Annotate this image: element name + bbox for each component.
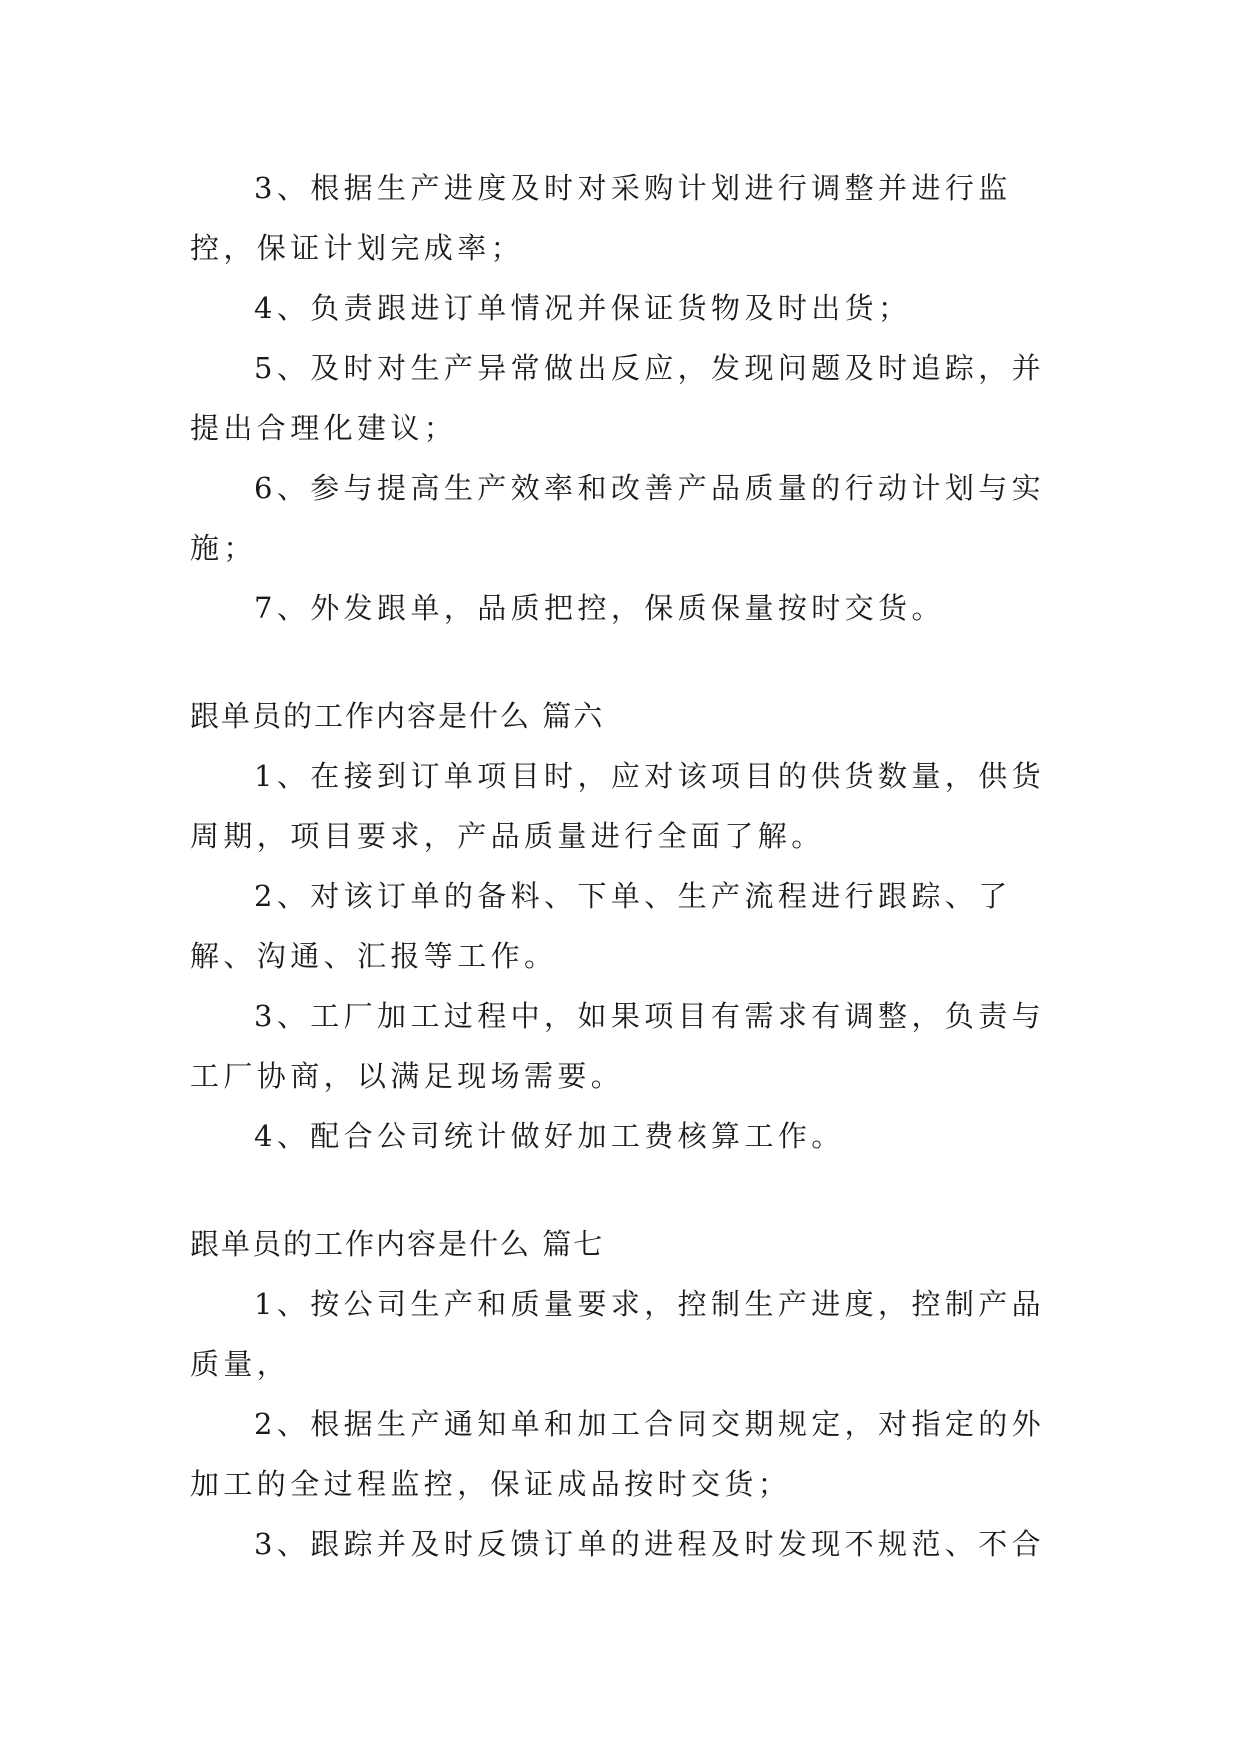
list-item-6: 6、参与提高生产效率和改善产品质量的行动计划与实施；: [190, 471, 1046, 565]
list-item-1: 1、按公司生产和质量要求，控制生产进度，控制产品质量，: [190, 1287, 1046, 1381]
list-item-3: 3、工厂加工过程中，如果项目有需求有调整，负责与工厂协商，以满足现场需要。: [190, 999, 1046, 1093]
list-item-7: 7、外发跟单，品质把控，保质保量按时交货。: [254, 591, 945, 625]
list-item-2: 2、根据生产通知单和加工合同交期规定，对指定的外加工的全过程监控，保证成品按时交货；: [190, 1407, 1046, 1501]
list-item-3: 3、跟踪并及时反馈订单的进程及时发现不规范、不合: [254, 1527, 1046, 1561]
list-item-4: 4、负责跟进订单情况并保证货物及时出货；: [254, 291, 912, 325]
list-item-1: 1、在接到订单项目时，应对该项目的供货数量，供货周期，项目要求，产品质量进行全面了解。: [190, 759, 1046, 853]
list-item-5: 5、及时对生产异常做出反应，发现问题及时追踪，并提出合理化建议；: [190, 351, 1046, 445]
list-item-2: 2、对该订单的备料、下单、生产流程进行跟踪、了解、沟通、汇报等工作。: [190, 879, 1012, 973]
section-heading-7: 跟单员的工作内容是什么 篇七: [190, 1227, 605, 1261]
list-item-4: 4、配合公司统计做好加工费核算工作。: [254, 1119, 845, 1153]
document-body: [190, 158, 1060, 1574]
section-heading-6: 跟单员的工作内容是什么 篇六: [190, 699, 605, 733]
list-item-3: 3、根据生产进度及时对采购计划进行调整并进行监控，保证计划完成率；: [190, 171, 1012, 265]
